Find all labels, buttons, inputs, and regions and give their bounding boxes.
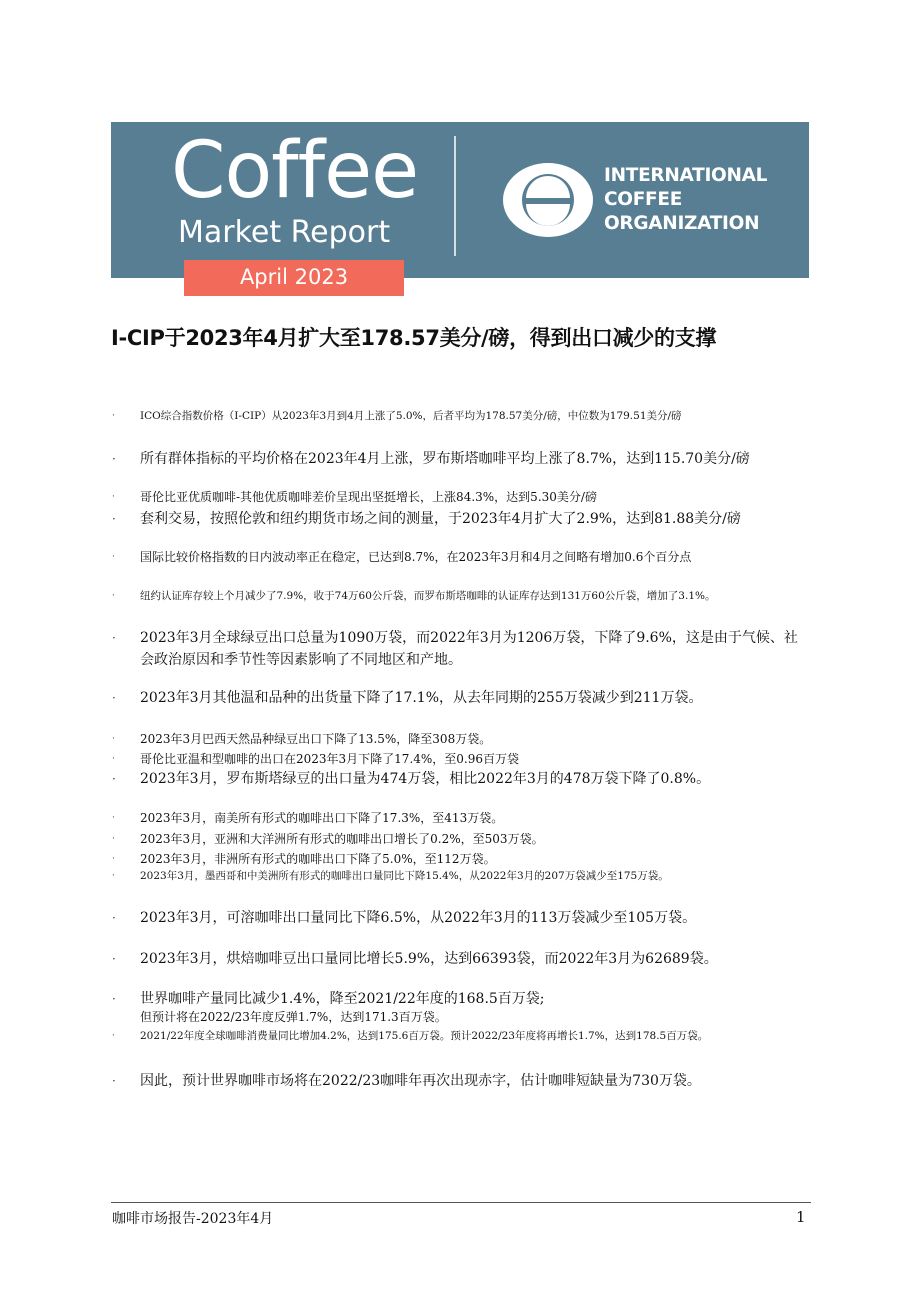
list-item (112, 1070, 802, 1092)
bullet-marker: · (112, 1074, 116, 1088)
list-item (112, 448, 802, 470)
list-item-text: 2023年3月，烘焙咖啡豆出口量同比增长5.9%，达到66393袋，而2022年3月为62689袋。 (140, 951, 718, 967)
list-item-text: 因此，预计世界咖啡市场将在2022/23咖啡年再次出现赤字，估计咖啡短缺量为730万袋。 (140, 1073, 701, 1089)
bullet-marker: · (112, 552, 115, 562)
page-headline: I-CIP于2023年4月扩大至178.57美分/磅，得到出口减少的支撑 (111, 326, 717, 350)
list-item-text: 2023年3月全球绿豆出口总量为1090万袋，而2022年3月为1206万袋，下降了9.6%，这是由于气候、社会政治原因和季节性等因素影响了不同地区和产地。 (140, 630, 798, 668)
list-item-text: 但预计将在2022/23年度反弹1.7%，达到171.3百万袋。 (140, 1010, 447, 1024)
org-name-line: COFFEE (604, 189, 683, 210)
list-item (112, 1027, 802, 1045)
list-item-text: 2023年3月，非洲所有形式的咖啡出口下降了5.0%，至112万袋。 (140, 852, 496, 866)
list-item-text: 2023年3月其他温和品种的出货量下降了17.1%，从去年同期的255万袋减少到211万袋。 (140, 690, 703, 706)
bullet-marker: · (112, 734, 115, 744)
list-item (112, 687, 802, 709)
bullet-marker: · (112, 1031, 115, 1041)
page-number: 1 (796, 1208, 806, 1226)
list-item (112, 488, 802, 507)
list-item-text: 世界咖啡产量同比减少1.4%，降至2021/22年度的168.5百万袋; (140, 991, 545, 1007)
banner-title: Coffee (171, 126, 419, 216)
list-item-text: 2023年3月巴西天然品种绿豆出口下降了13.5%，降至308万袋。 (140, 732, 492, 746)
list-item-text: ICO综合指数价格（I-CIP）从2023年3月到4月上涨了5.0%，后者平均为178.57美分/磅，中位数为179.51美分/磅 (140, 410, 682, 422)
list-item-text: 2023年3月，亚洲和大洋洲所有形式的咖啡出口增长了0.2%，至503万袋。 (140, 832, 544, 846)
list-item (112, 750, 802, 769)
bullet-marker: · (112, 631, 116, 645)
bullet-marker: · (112, 871, 115, 881)
list-item (112, 407, 802, 425)
list-item (112, 508, 802, 530)
list-item (112, 768, 802, 790)
ico-logo-icon (502, 162, 594, 238)
bullet-marker: · (112, 754, 115, 764)
bullet-marker: · (112, 411, 115, 421)
footer-divider (111, 1202, 811, 1203)
list-item-text: 2023年3月，可溶咖啡出口量同比下降6.5%，从2022年3月的113万袋减少至105万袋。 (140, 910, 697, 926)
list-item-text: 纽约认证库存较上个月减少了7.9%，收于74万60公斤袋，而罗布斯塔咖啡的认证库存达到131万60公斤袋，增加了3.1%。 (140, 590, 716, 602)
list-item (112, 730, 802, 749)
bullet-marker: · (112, 691, 116, 705)
list-item (112, 988, 802, 1010)
bullet-marker: · (112, 992, 116, 1006)
list-item (112, 907, 802, 929)
banner-divider (454, 136, 456, 256)
bullet-marker: · (112, 772, 116, 786)
bullet-marker: · (112, 591, 115, 601)
list-item (112, 948, 802, 970)
bullet-marker: · (112, 512, 116, 526)
org-name-line: ORGANIZATION (604, 213, 760, 234)
org-name-line: INTERNATIONAL (604, 165, 768, 186)
bullet-marker: · (112, 492, 115, 502)
report-date: April 2023 (184, 260, 404, 296)
list-item-text: 2023年3月，墨西哥和中美洲所有形式的咖啡出口量同比下降15.4%，从2022年3月的207万袋减少至175万袋。 (140, 870, 669, 882)
list-item-text: 哥伦比亚温和型咖啡的出口在2023年3月下降了17.4%，至0.96百万袋 (140, 752, 520, 766)
org-name (604, 164, 767, 236)
list-item-text: 2023年3月，罗布斯塔绿豆的出口量为474万袋，相比2022年3月的478万袋下降了0.8%。 (140, 771, 711, 787)
footer-title: 咖啡市场报告-2023年4月 (112, 1211, 274, 1227)
list-item (112, 830, 802, 849)
bullet-marker: · (112, 854, 115, 864)
bullet-marker: · (112, 834, 115, 844)
list-item (112, 867, 802, 885)
bullet-marker: · (112, 452, 116, 466)
bullet-marker: · (112, 952, 116, 966)
list-item-text: 2023年3月，南美所有形式的咖啡出口下降了17.3%，至413万袋。 (140, 811, 504, 825)
list-item-text: 套利交易，按照伦敦和纽约期货市场之间的测量，于2023年4月扩大了2.9%，达到81.88美分/磅 (140, 511, 741, 527)
banner-subtitle: Market Report (178, 215, 391, 250)
list-item-text: 哥伦比亚优质咖啡-其他优质咖啡差价呈现出坚挺增长，上涨84.3%，达到5.30美分/磅 (140, 490, 597, 504)
list-item (112, 809, 802, 828)
report-banner (111, 122, 809, 278)
list-item-continuation (112, 1008, 802, 1027)
list-item (112, 627, 802, 671)
list-item-text: 所有群体指标的平均价格在2023年4月上涨，罗布斯塔咖啡平均上涨了8.7%，达到115.70美分/磅 (140, 451, 750, 467)
bullet-marker: · (112, 911, 116, 925)
list-item-text: 2021/22年度全球咖啡消费量同比增加4.2%，达到175.6百万袋。预计2022/23年度将再增长1.7%，达到178.5百万袋。 (140, 1030, 709, 1042)
list-item-text: 国际比较价格指数的日内波动率正在稳定，已达到8.7%，在2023年3月和4月之间略有增加0.6个百分点 (140, 550, 692, 564)
list-item (112, 587, 802, 605)
list-item (112, 548, 802, 567)
bullet-marker: · (112, 813, 115, 823)
